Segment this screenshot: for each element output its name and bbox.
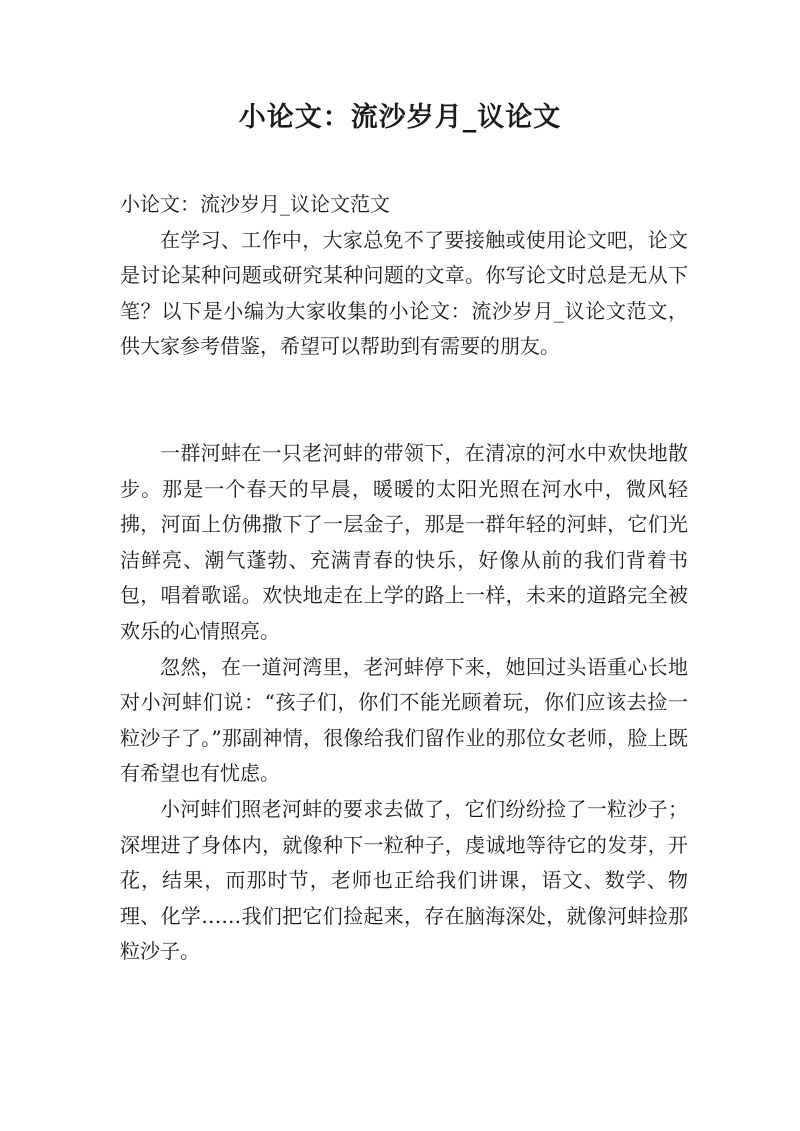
document-title: 小论文：流沙岁月_议论文 xyxy=(238,102,562,133)
paragraph-gap xyxy=(120,365,688,436)
body-paragraph: 小河蚌们照老河蚌的要求去做了，它们纷纷捡了一粒沙子；深埋进了身体内，就像种下一粒种子，虔诚地等待它的发芽，开花，结果，而那时节，老师也正给我们讲课，语文、数学、物理、化学……我们把它们捡起来，存在脑海深处，就像河蚌捡那粒沙子。 xyxy=(120,796,688,964)
intro-paragraph: 在学习、工作中，大家总免不了要接触或使用论文吧，论文是讨论某种问题或研究某种问题的文章。你写论文时总是无从下笔？以下是小编为大家收集的小论文：流沙岁月_议论文范文，供大家参考借鉴，希望可以帮助到有需要的朋友。 xyxy=(120,227,688,359)
body-paragraph: 一群河蚌在一只老河蚌的带领下，在清凉的河水中欢快地散步。那是一个春天的早晨，暖暖的太阳光照在河水中，微风轻拂，河面上仿佛撒下了一层金子，那是一群年轻的河蚌，它们光洁鲜亮、潮气蓬勃、充满青春的快乐，好像从前的我们背着书包，唱着歌谣。欢快地走在上学的路上一样，未来的道路完全被欢乐的心情照亮。 xyxy=(120,440,688,643)
document-subtitle: 小论文：流沙岁月_议论文范文 xyxy=(120,192,390,216)
document-body xyxy=(120,187,688,970)
body-paragraph: 忽然，在一道河湾里，老河蚌停下来，她回过头语重心长地对小河蚌们说：“孩子们，你们不能光顾着玩，你们应该去捡一粒沙子了。”那副神情，很像给我们留作业的那位女老师，脸上既有希望也有忧虑。 xyxy=(120,654,688,786)
